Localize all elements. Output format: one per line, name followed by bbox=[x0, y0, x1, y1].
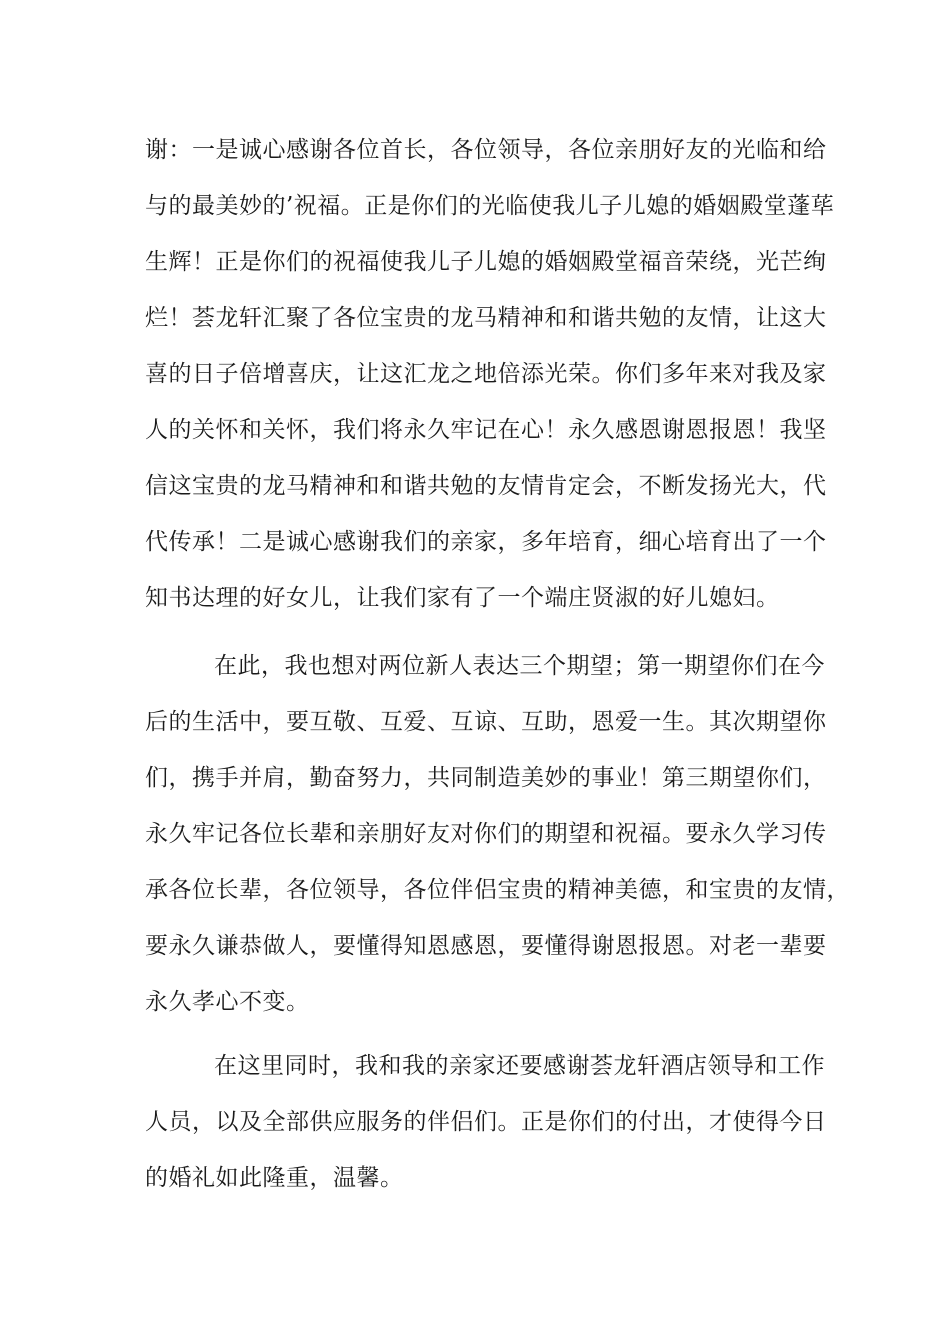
text-line: 永久牢记各位长辈和亲朋好友对你们的期望和祝福。要永久学习传 bbox=[145, 821, 827, 847]
text-line: 谢：一是诚心感谢各位首长，各位领导，各位亲朋好友的光临和给 bbox=[145, 137, 827, 163]
text-line: 信这宝贵的龙马精神和和谐共勉的友情肯定会，不断发扬光大，代 bbox=[145, 473, 827, 499]
text-line: 要永久谦恭做人，要懂得知恩感恩，要懂得谢恩报恩。对老一辈要 bbox=[145, 933, 827, 959]
text-line: 承各位长辈，各位领导，各位伴侣宝贵的精神美德，和宝贵的友情， bbox=[145, 877, 850, 903]
text-line: 代传承！二是诚心感谢我们的亲家，多年培育，细心培育出了一个 bbox=[145, 529, 827, 555]
text-line: 人员，以及全部供应服务的伴侣们。正是你们的付出，才使得今日 bbox=[145, 1109, 827, 1135]
text-line: 人的关怀和关怀，我们将永久牢记在心！永久感恩谢恩报恩！我坚 bbox=[145, 417, 827, 443]
text-line: 喜的日子倍增喜庆，让这汇龙之地倍添光荣。你们多年来对我及家 bbox=[145, 361, 827, 387]
text-line: 生辉！正是你们的祝福使我儿子儿媳的婚姻殿堂福音荣绕，光芒绚 bbox=[145, 249, 827, 275]
text-line: 的婚礼如此隆重，温馨。 bbox=[145, 1165, 404, 1191]
paragraph-start-line: 在这里同时，我和我的亲家还要感谢荟龙轩酒店领导和工作 bbox=[214, 1053, 825, 1079]
text-line: 们，携手并肩，勤奋努力，共同制造美妙的事业！第三期望你们， bbox=[145, 765, 827, 791]
text-line: 知书达理的好女儿，让我们家有了一个端庄贤淑的好儿媳妇。 bbox=[145, 585, 780, 611]
text-line: 永久孝心不变。 bbox=[145, 989, 310, 1015]
text-line: 后的生活中，要互敬、互爱、互谅、互助，恩爱一生。其次期望你 bbox=[145, 709, 827, 735]
text-line: 与的最美妙的’祝福。正是你们的光临使我儿子儿媳的婚姻殿堂蓬荜 bbox=[145, 193, 835, 219]
paragraph-start-line: 在此，我也想对两位新人表达三个期望；第一期望你们在今 bbox=[214, 653, 825, 679]
text-line: 烂！荟龙轩汇聚了各位宝贵的龙马精神和和谐共勉的友情，让这大 bbox=[145, 305, 827, 331]
